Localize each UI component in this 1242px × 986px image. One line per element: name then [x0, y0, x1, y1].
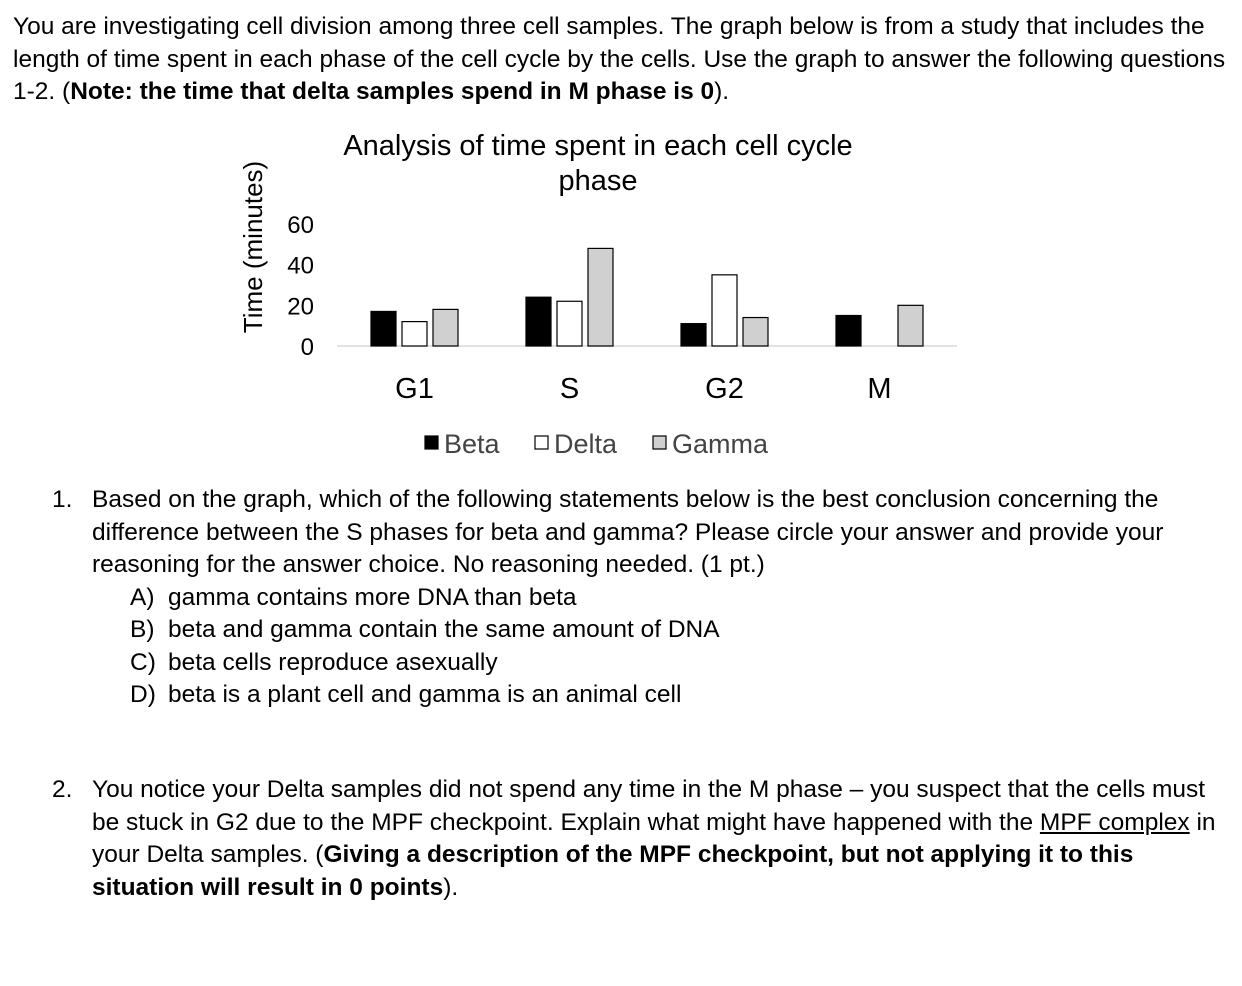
- option-d[interactable]: [130, 679, 1222, 712]
- option-a[interactable]: [130, 582, 1222, 615]
- y-tick-label-40: 40: [287, 252, 314, 280]
- y-tick-label-0: 0: [300, 334, 314, 361]
- bar-gamma-g2: [743, 318, 768, 346]
- x-tick-label-g2: G2: [705, 373, 744, 405]
- legend-swatch-beta: [425, 436, 438, 449]
- bar-gamma-g1: [433, 309, 458, 346]
- bar-beta-m: [836, 316, 861, 347]
- question-2-text-b: in your Delta samples. (: [92, 808, 1216, 868]
- question-2-warning: Giving a description of the MPF checkpoint, but not applying it to this situation will result in 0 points: [92, 841, 1134, 901]
- option-b[interactable]: [130, 614, 1222, 647]
- question-1-options: [130, 582, 1222, 712]
- option-c-letter: C): [130, 648, 156, 676]
- bar-chart: [0, 0, 1242, 470]
- question-2-number: 2.: [52, 776, 73, 803]
- intro-end: ).: [714, 78, 730, 105]
- question-2-text-a: You notice your Delta samples did not spend any time in the M phase – you suspect that the cells must be stuck in G2 due to the MPF checkpoint. Explain what might have happened with the: [92, 776, 1206, 836]
- question-1-text: Based on the graph, which of the following statements below is the best conclusion concerning the difference between the S phases for beta and gamma? Please circle your answer and provide your reasoning for the answer choice. No reasoning needed. (1 pt.): [92, 486, 1164, 578]
- chart-title-line-2: phase: [558, 165, 638, 197]
- option-c-text: beta cells reproduce asexually: [168, 648, 498, 676]
- y-tick-label-20: 20: [287, 293, 314, 321]
- question-2: [52, 774, 1222, 904]
- x-tick-label-m: M: [867, 373, 892, 405]
- bar-delta-g2: [712, 275, 737, 346]
- x-tick-label-s: S: [559, 373, 580, 405]
- legend-label-gamma: Gamma: [672, 429, 769, 459]
- question-2-end: ).: [443, 873, 459, 901]
- y-tick-label-60: 60: [287, 212, 314, 239]
- question-1: [52, 484, 1222, 712]
- option-a-letter: A): [130, 583, 155, 611]
- y-axis-label: Time (minutes): [238, 160, 268, 334]
- chart-title-line-1: Analysis of time spent in each cell cycle: [343, 130, 853, 162]
- option-c[interactable]: [130, 647, 1222, 680]
- y-ticks: [287, 212, 314, 361]
- bar-beta-s: [526, 297, 551, 346]
- option-d-text: beta is a plant cell and gamma is an animal cell: [168, 681, 682, 708]
- bars: [371, 248, 923, 346]
- intro-note: Note: the time that delta samples spend in M phase is 0: [70, 78, 715, 105]
- mpf-complex-term: MPF complex: [1039, 808, 1190, 836]
- question-1-number: 1.: [52, 486, 73, 513]
- option-b-text: beta and gamma contain the same amount of DNA: [168, 616, 720, 643]
- option-d-letter: D): [130, 681, 156, 708]
- bar-gamma-s: [588, 248, 613, 346]
- legend-label-delta: Delta: [554, 429, 618, 459]
- question-2-text: [92, 774, 1222, 904]
- bar-gamma-m: [898, 305, 923, 346]
- x-tick-labels: [395, 373, 891, 405]
- intro-text: You are investigating cell division among three cell samples. The graph below is from a study that includes the length of time spent in each phase of the cell cycle by the cells. Use the graph to answer the following questions 1-2. (: [13, 13, 1226, 105]
- legend-swatch-gamma: [653, 436, 666, 449]
- bar-chart-svg: [0, 0, 1242, 470]
- option-a-text: gamma contains more DNA than beta: [168, 583, 577, 611]
- bar-beta-g1: [371, 311, 396, 346]
- bar-delta-g1: [402, 322, 427, 346]
- bar-delta-s: [557, 301, 582, 346]
- option-b-letter: B): [130, 616, 155, 643]
- x-tick-label-g1: G1: [395, 373, 434, 405]
- legend-label-beta: Beta: [444, 429, 500, 459]
- bar-beta-g2: [681, 324, 706, 346]
- legend: [425, 429, 769, 459]
- legend-swatch-delta: [535, 436, 548, 449]
